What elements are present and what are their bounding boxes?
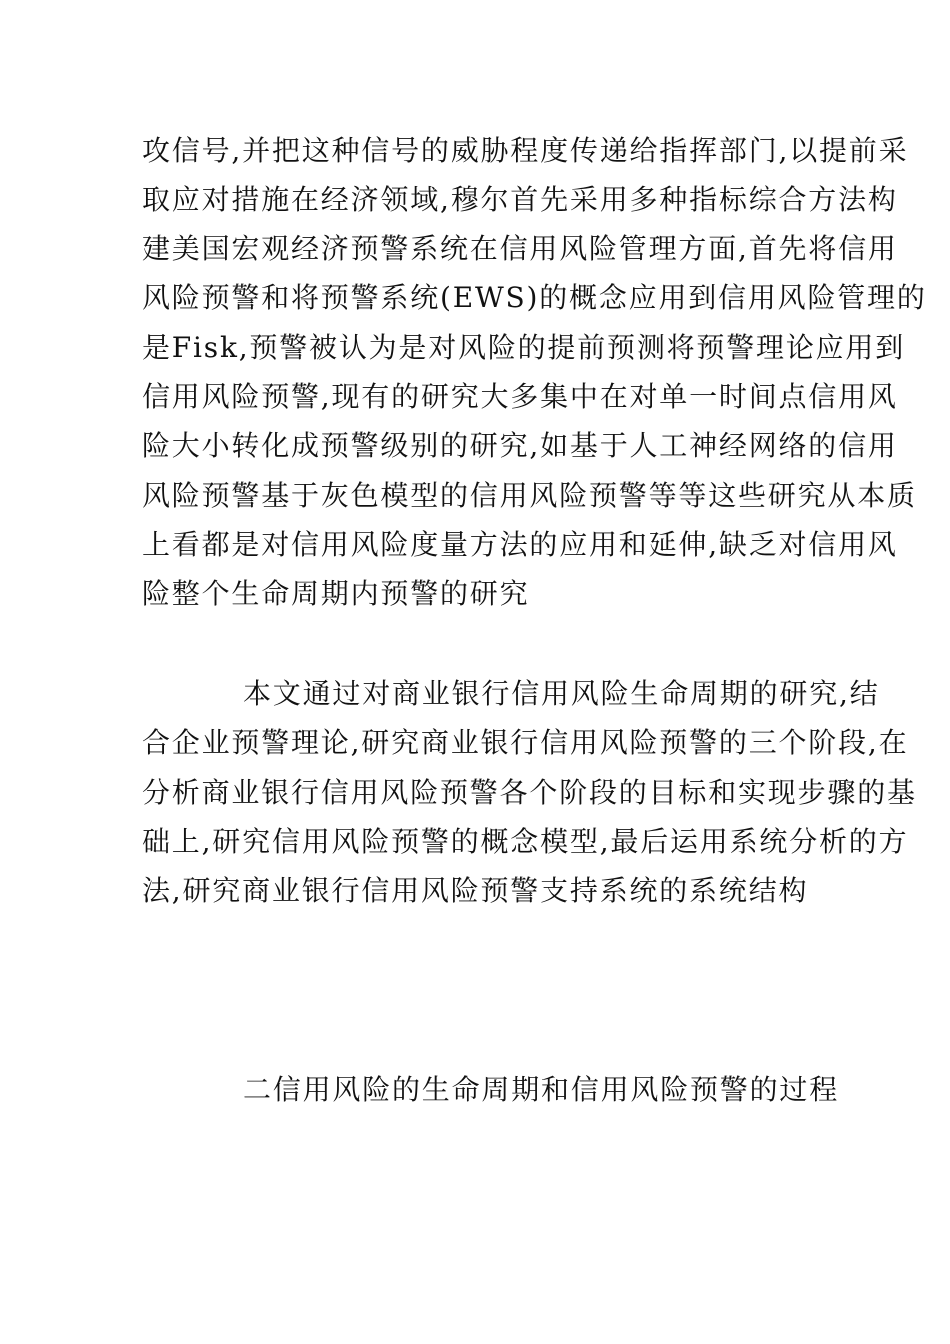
paragraph-1-line-9: 上看都是对信用风险度量方法的应用和延伸,缺乏对信用风 — [142, 528, 898, 561]
paragraph-2-line-4: 础上,研究信用风险预警的概念模型,最后运用系统分析的方 — [142, 825, 909, 858]
paragraph-2-line-2: 合企业预警理论,研究商业银行信用风险预警的三个阶段,在 — [142, 726, 909, 759]
paragraph-1-line-1: 攻信号,并把这种信号的威胁程度传递给指挥部门,以提前采 — [142, 134, 909, 167]
paragraph-2-line-1: 本文通过对商业银行信用风险生命周期的研究,结 — [243, 677, 880, 710]
paragraph-1-line-2: 取应对措施在经济领域,穆尔首先采用多种指标综合方法构 — [142, 183, 898, 216]
paragraph-1-line-7: 险大小转化成预警级别的研究,如基于人工神经网络的信用 — [142, 429, 898, 462]
paragraph-2-line-3: 分析商业银行信用风险预警各个阶段的目标和实现步骤的基 — [142, 776, 917, 809]
paragraph-1-line-8: 风险预警基于灰色模型的信用风险预警等等这些研究从本质 — [142, 479, 917, 512]
paragraph-2-line-5: 法,研究商业银行信用风险预警支持系统的系统结构 — [142, 874, 809, 907]
paragraph-1-line-5: 是Fisk,预警被认为是对风险的提前预测将预警理论应用到 — [142, 331, 906, 364]
paragraph-1-line-6: 信用风险预警,现有的研究大多集中在对单一时间点信用风 — [142, 380, 898, 413]
section-heading: 二信用风险的生命周期和信用风险预警的过程 — [243, 1073, 840, 1106]
paragraph-1-line-3: 建美国宏观经济预警系统在信用风险管理方面,首先将信用 — [142, 232, 898, 265]
paragraph-1-line-4: 风险预警和将预警系统(EWS)的概念应用到信用风险管理的 — [142, 281, 927, 314]
paragraph-1-line-10: 险整个生命周期内预警的研究 — [142, 577, 530, 610]
